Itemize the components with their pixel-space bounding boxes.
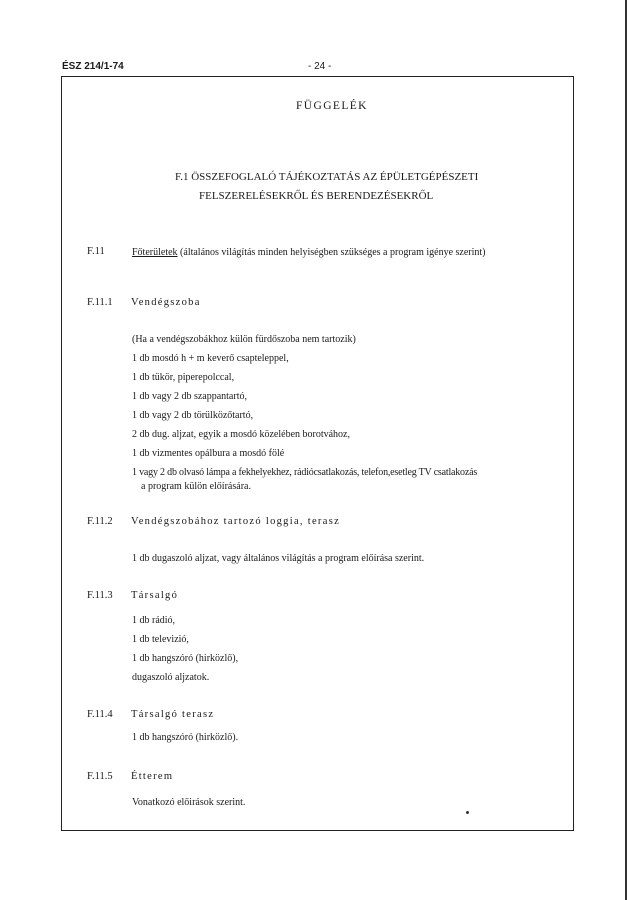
section-heading-f111: Vendégszoba	[131, 297, 201, 308]
list-item: 1 vagy 2 db olvasó lámpa a fekhelyekhez, rádiócsatlakozás, telefon,esetleg TV csatlakozás	[132, 467, 478, 478]
list-item: 1 db rádió,	[132, 615, 176, 626]
list-item: a program külön előírására.	[141, 481, 251, 492]
section-number-f115: F.11.5	[87, 771, 113, 782]
section-heading-f112: Vendégszobához tartozó loggia, terasz	[131, 516, 341, 527]
section-number-f113: F.11.3	[87, 590, 113, 601]
list-item: 1 db vizmentes opálbura a mosdó fölé	[132, 448, 285, 459]
list-item: dugaszoló aljzatok.	[132, 672, 210, 683]
appendix-title: FÜGGELÉK	[296, 100, 368, 112]
section-heading-f113: Társalgó	[131, 590, 179, 601]
scan-speck	[466, 811, 469, 814]
section-f11-label: Főterületek	[132, 247, 178, 258]
section-number-f111: F.11.1	[87, 297, 113, 308]
list-item: 2 db dug. aljzat, egyik a mosdó közelében borotvához,	[132, 429, 350, 440]
vendegszoba-note: (Ha a vendégszobákhoz külön fürdőszoba nem tartozik)	[132, 334, 356, 345]
section-number-f11: F.11	[87, 246, 105, 257]
page-number: - 24 -	[308, 61, 332, 72]
list-item: 1 db hangszóró (hirközlő),	[132, 653, 239, 664]
section-number-f114: F.11.4	[87, 709, 113, 720]
tarsalgo-terasz-text: 1 db hangszóró (hirközlő).	[132, 732, 239, 743]
section-title-line2: FELSZERELÉSEKRŐL ÉS BERENDEZÉSEKRŐL	[199, 190, 434, 202]
section-f11-line	[132, 247, 486, 258]
section-heading-f114: Társalgó terasz	[131, 709, 215, 720]
etterem-text: Vonatkozó előirások szerint.	[132, 797, 246, 808]
list-item: 1 db vagy 2 db törülközőtartó,	[132, 410, 254, 421]
list-item: 1 db mosdó h + m keverő csapteleppel,	[132, 353, 289, 364]
section-title-line1: F.1 ÖSSZEFOGLALÓ TÁJÉKOZTATÁS AZ ÉPÜLETGÉPÉSZETI	[175, 171, 479, 183]
section-f11-text: (általános világítás minden helyiségben szükséges a program igénye szerint)	[180, 247, 486, 258]
section-number-f112: F.11.2	[87, 516, 113, 527]
loggia-text: 1 db dugaszoló aljzat, vagy általános világítás a program előírása szerint.	[132, 553, 425, 564]
list-item: 1 db televizió,	[132, 634, 189, 645]
section-heading-f115: Étterem	[131, 771, 174, 782]
document-id: ÉSZ 214/1-74	[62, 61, 124, 72]
list-item: 1 db vagy 2 db szappantartó,	[132, 391, 247, 402]
list-item: 1 db tükör, piperepolccal,	[132, 372, 235, 383]
